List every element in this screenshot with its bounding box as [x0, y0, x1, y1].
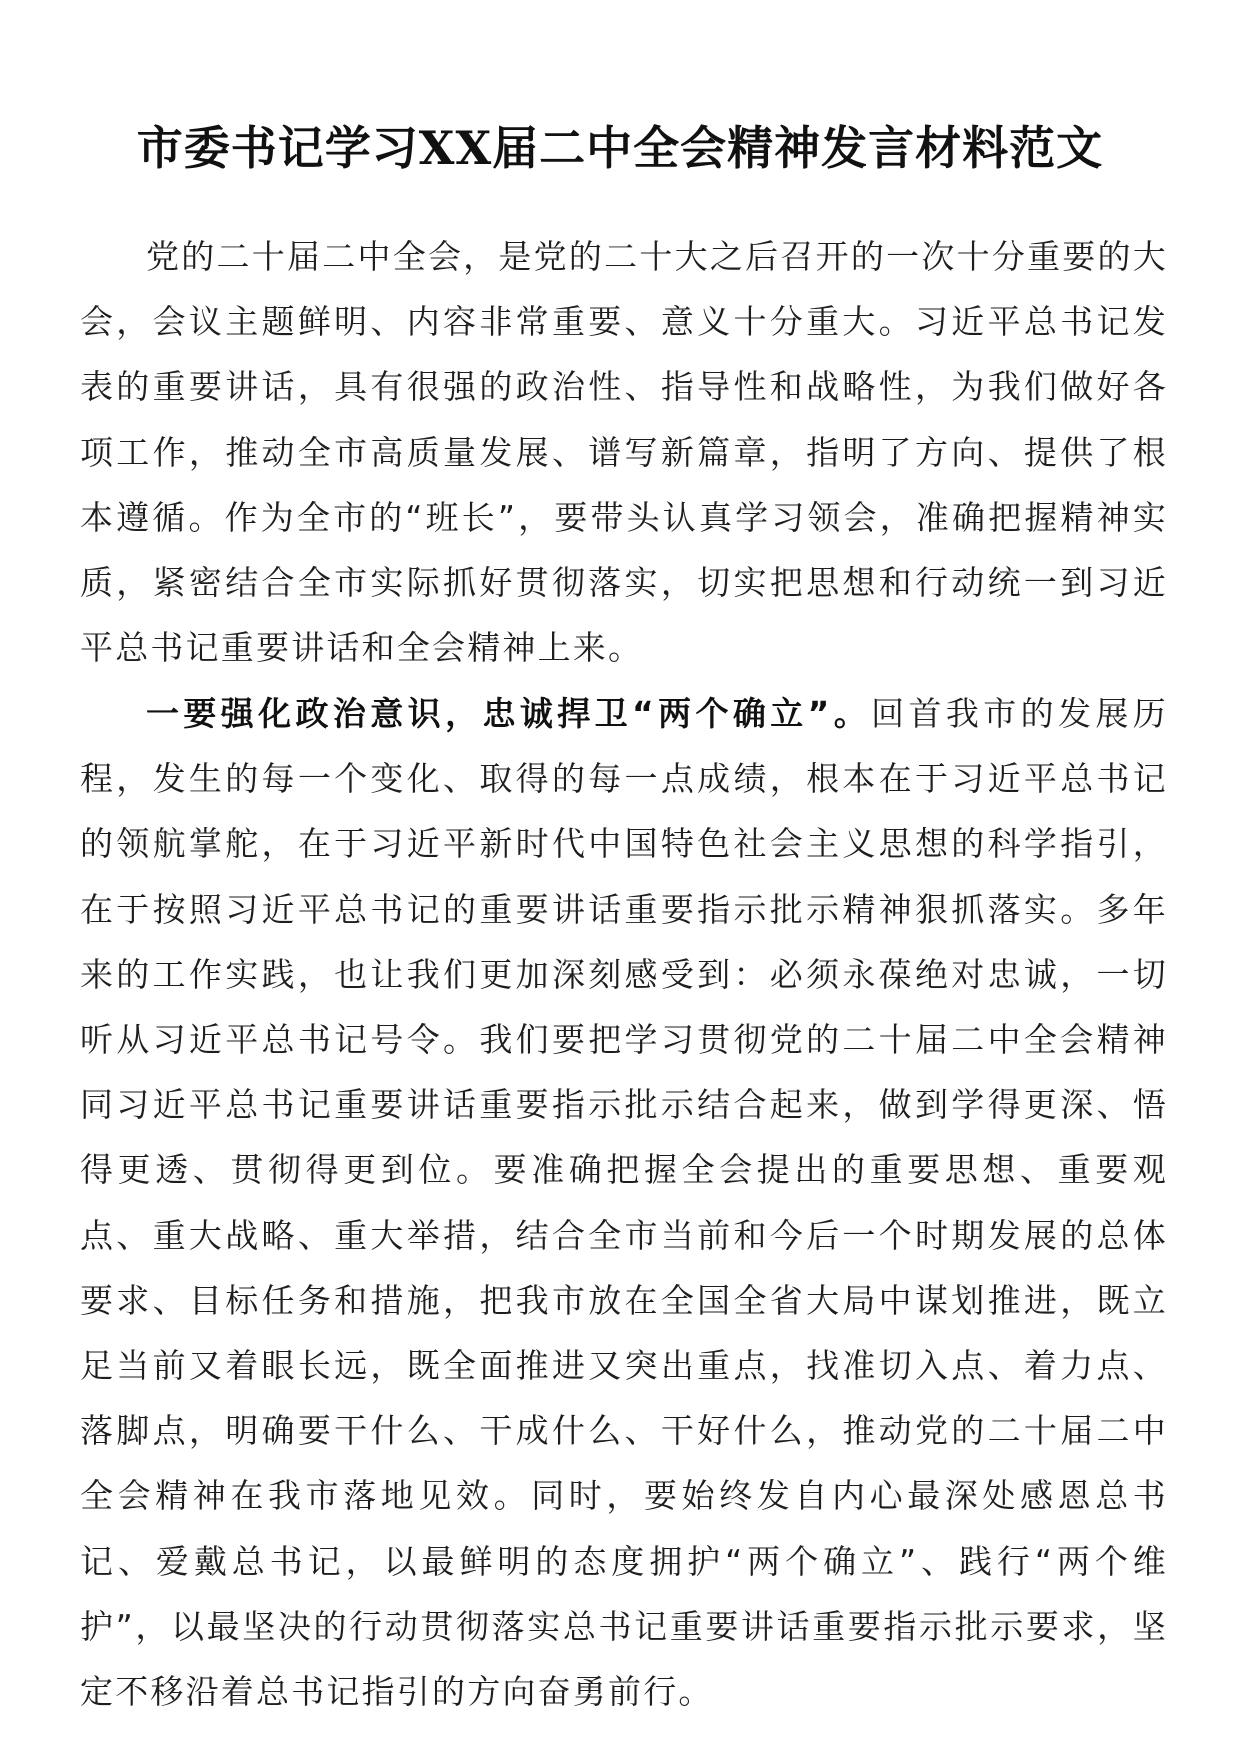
paragraph-point-one-heading: 一要强化政治意识，忠诚捍卫“两个确立”。	[146, 694, 872, 733]
paragraph-point-one	[80, 681, 1168, 1724]
paragraph-intro-text: 党的二十届二中全会，是党的二十大之后召开的一次十分重要的大会，会议主题鲜明、内容非常重要、意义十分重大。习近平总书记发表的重要讲话，具有很强的政治性、指导性和战略性，为我们做好各项工作，推动全市高质量发展、谱写新篇章，指明了方向、提供了根本遵循。作为全市的“班长”，要带头认真学习领会，准确把握精神实质，紧密结合全市实际抓好贯彻落实，切实把思想和行动统一到习近平总书记重要讲话和全会精神上来。	[80, 237, 1168, 668]
paragraph-point-one-text: 回首我市的发展历程，发生的每一个变化、取得的每一点成绩，根本在于习近平总书记的领航掌舵，在于习近平新时代中国特色社会主义思想的科学指引，在于按照习近平总书记的重要讲话重要指示批示精神狠抓落实。多年来的工作实践，也让我们更加深刻感受到：必须永葆绝对忠诚，一切听从习近平总书记号令。我们要把学习贯彻党的二十届二中全会精神同习近平总书记重要讲话重要指示批示结合起来，做到学得更深、悟得更透、贯彻得更到位。要准确把握全会提出的重要思想、重要观点、重大战略、重大举措，结合全市当前和今后一个时期发展的总体要求、目标任务和措施，把我市放在全国全省大局中谋划推进，既立足当前又着眼长远，既全面推进又突出重点，找准切入点、着力点、落脚点，明确要干什么、干成什么、干好什么，推动党的二十届二中全会精神在我市落地见效。同时，要始终发自内心最深处感恩总书记、爱戴总书记，以最鲜明的态度拥护“两个确立”、践行“两个维护”，以最坚决的行动贯彻落实总书记重要讲话重要指示批示要求，坚定不移沿着总书记指引的方向奋勇前行。	[80, 694, 1168, 1712]
document-title: 市委书记学习XX届二中全会精神发言材料范文	[136, 121, 1104, 175]
paragraph-intro	[80, 224, 1168, 680]
